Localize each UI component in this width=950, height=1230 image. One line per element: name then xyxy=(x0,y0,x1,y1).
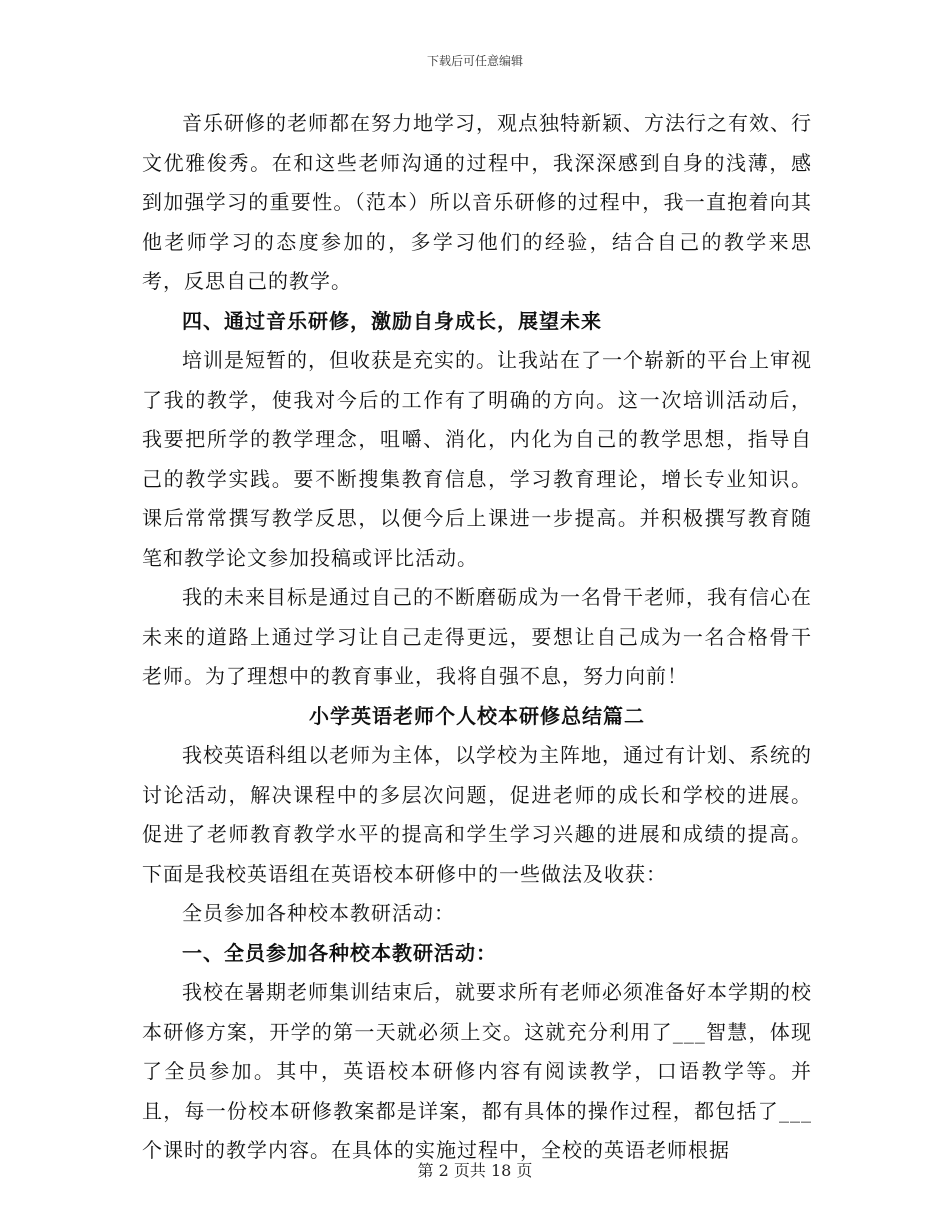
article-title: 小学英语老师个人校本研修总结篇二 xyxy=(309,703,645,728)
paragraph: 培训是短暂的，但收获是充实的。让我站在了一个崭新的平台上审视了我的教学，使我对今后的工作有了明确的方向。这一次培训活动后，我要把所学的教学理念，咀嚼、消化，内化为自己的教学思想，指导自己的教学实践。要不断搜集教育信息，学习教育理论，增长专业知识。课后常常撰写教学反思，以便今后上课进一步提高。并积极撰写教育随笔和教学论文参加投稿或评比活动。 xyxy=(142,348,812,570)
paragraph: 音乐研修的老师都在努力地学习，观点独特新颖、方法行之有效、行文优雅俊秀。在和这些老师沟通的过程中，我深深感到自身的浅薄，感到加强学习的重要性。（范本）所以音乐研修的过程中，我一直抱着向其他老师学习的态度参加的，多学习他们的经验，结合自己的教学来思考，反思自己的教学。 xyxy=(142,111,812,293)
page-number: 第 2 页共 18 页 xyxy=(417,1161,533,1180)
paragraph: 我的未来目标是通过自己的不断磨砺成为一名骨干老师，我有信心在未来的道路上通过学习让自己走得更远，要想让自己成为一名合格骨干老师。为了理想中的教育事业，我将自强不息，努力向前！ xyxy=(142,585,812,688)
section-heading: 一、全员参加各种校本教研活动： xyxy=(182,940,497,965)
document-body xyxy=(142,104,812,1171)
page-header-note: 下载后可任意编辑 xyxy=(426,54,523,68)
section-heading: 四、通过音乐研修，激励自身成长，展望未来 xyxy=(182,308,602,333)
paragraph: 我校英语科组以老师为主体，以学校为主阵地，通过有计划、系统的讨论活动，解决课程中的多层次问题，促进老师的成长和学校的进展。促进了老师教育教学水平的提高和学生学习兴趣的进展和成绩的提高。下面是我校英语组在英语校本研修中的一些做法及收获： xyxy=(142,743,812,886)
paragraph: 全员参加各种校本教研活动： xyxy=(182,901,455,925)
paragraph: 我校在暑期老师集训结束后，就要求所有老师必须准备好本学期的校本研修方案，开学的第一天就必须上交。这就充分利用了___智慧，体现了全员参加。其中，英语校本研修内容有阅读教学，口语教学等。并且，每一份校本研修教案都是详案，都有具体的操作过程，都包括了___个课时的教学内容。在具体的实施过程中，全校的英语老师根据 xyxy=(142,980,812,1162)
